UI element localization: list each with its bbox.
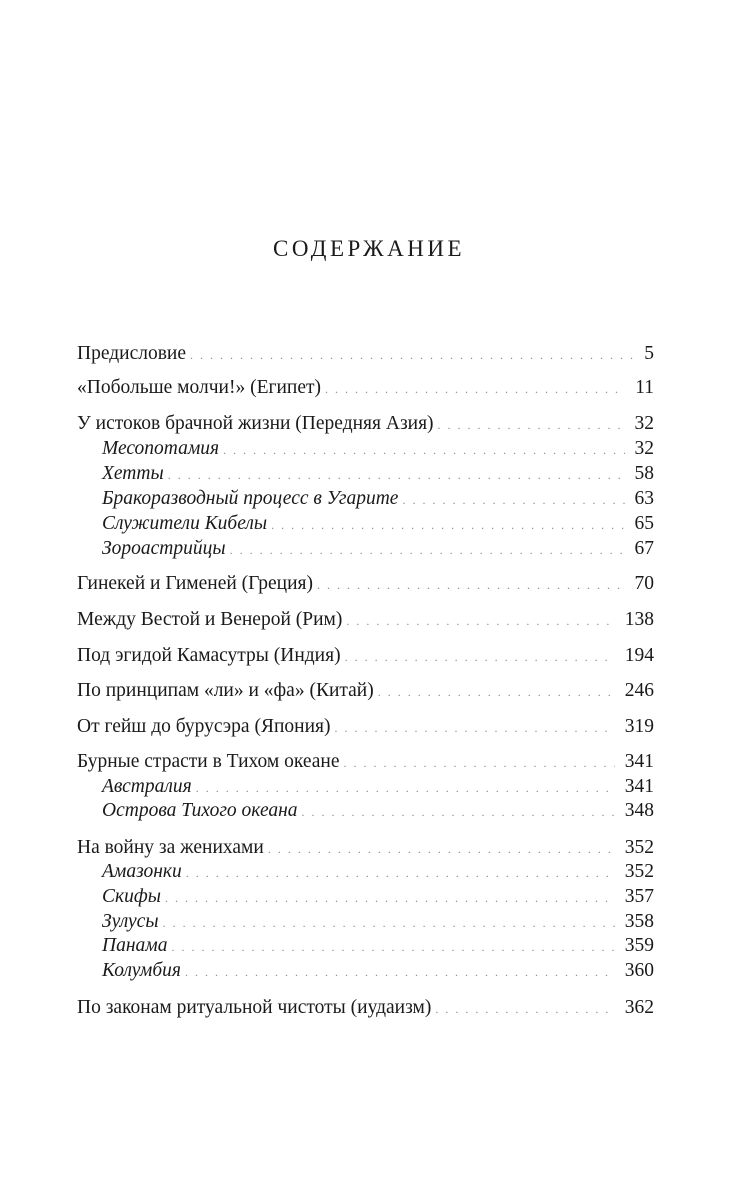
dot-leader — [334, 716, 614, 740]
toc-entry-title: «Побольше молчи!» (Египет) — [77, 377, 322, 398]
toc-entry — [77, 644, 654, 668]
toc-page-number: 194 — [624, 645, 654, 666]
toc-subentry — [102, 934, 654, 958]
dot-leader — [302, 800, 615, 824]
toc-entry-title: Австралия — [102, 776, 192, 797]
toc-entry-title: Гинекей и Гименей (Греция) — [77, 573, 313, 594]
toc-entry-title: Под эгидой Камасутры (Индия) — [77, 645, 341, 666]
toc-subentry — [102, 860, 654, 884]
toc-subentry — [102, 437, 654, 461]
dot-leader — [325, 377, 625, 401]
toc-subentry — [102, 537, 654, 561]
toc-page-number: 5 — [644, 343, 654, 364]
toc-subentry — [102, 512, 654, 536]
toc-entry-title: Колумбия — [102, 960, 181, 981]
toc-page-number: 70 — [634, 573, 654, 594]
dot-leader — [223, 438, 624, 462]
toc-entry-title: По принципам «ли» и «фа» (Китай) — [77, 680, 374, 701]
dot-leader — [171, 935, 614, 959]
toc-subentry — [102, 799, 654, 823]
toc-page-number: 11 — [635, 377, 654, 398]
dot-leader — [186, 861, 615, 885]
dot-leader — [168, 463, 625, 487]
toc-page-number: 362 — [624, 997, 654, 1018]
toc-entry-title: От гейш до бурусэра (Япония) — [77, 716, 331, 737]
toc-page-number: 358 — [624, 911, 654, 932]
toc-page-number: 341 — [624, 776, 654, 797]
toc-page-number: 58 — [634, 463, 654, 484]
toc-entry-title: На войну за женихами — [77, 837, 264, 858]
toc-subentry — [102, 775, 654, 799]
toc-page-number: 341 — [624, 751, 654, 772]
toc-entry — [77, 750, 654, 774]
toc-entry-title: Бурные страсти в Тихом океане — [77, 751, 340, 772]
toc-entry-title: Месопотамия — [102, 438, 220, 459]
dot-leader — [196, 776, 615, 800]
dot-leader — [345, 645, 615, 669]
dot-leader — [230, 538, 625, 562]
toc-entry-title: Служители Кибелы — [102, 513, 268, 534]
toc-entry — [77, 572, 654, 596]
toc-entry-title: Хетты — [102, 463, 164, 484]
toc-page-number: 67 — [634, 538, 654, 559]
toc-subentry — [102, 910, 654, 934]
toc-entry-title: По законам ритуальной чистоты (иудаизм) — [77, 997, 432, 1018]
dot-leader — [346, 609, 614, 633]
toc-entry-title: У истоков брачной жизни (Передняя Азия) — [77, 413, 434, 434]
toc-page-number: 360 — [624, 960, 654, 981]
toc-page-number: 246 — [624, 680, 654, 701]
toc-subentry — [102, 487, 654, 511]
toc-page-number: 352 — [624, 837, 654, 858]
dot-leader — [344, 751, 615, 775]
toc-entry-title: Между Вестой и Венерой (Рим) — [77, 609, 343, 630]
toc-entry — [77, 376, 654, 400]
toc-entry-title: Зороастрийцы — [102, 538, 226, 559]
dot-leader — [271, 513, 624, 537]
dot-leader — [438, 413, 625, 437]
toc-entry — [77, 715, 654, 739]
toc-entry — [77, 996, 654, 1020]
toc-page-number: 357 — [624, 886, 654, 907]
dot-leader — [378, 680, 615, 704]
toc-subentry — [102, 462, 654, 486]
dot-leader — [435, 997, 614, 1021]
toc-page-number: 352 — [624, 861, 654, 882]
toc-entry-title: Зулусы — [102, 911, 159, 932]
toc-entry — [77, 836, 654, 860]
toc-subentry — [102, 959, 654, 983]
toc-entry-title: Острова Тихого океана — [102, 800, 298, 821]
toc-entry-title: Панама — [102, 935, 168, 956]
toc-subentry — [102, 885, 654, 909]
dot-leader — [190, 343, 634, 367]
toc-page-number: 138 — [624, 609, 654, 630]
page-title: СОДЕРЖАНИЕ — [272, 236, 465, 261]
toc-page-number: 63 — [634, 488, 654, 509]
dot-leader — [317, 573, 625, 597]
toc-entry-title: Скифы — [102, 886, 161, 907]
toc-page-number: 319 — [624, 716, 654, 737]
dot-leader — [402, 488, 624, 512]
toc-page-number: 348 — [624, 800, 654, 821]
toc-entry — [77, 679, 654, 703]
toc-entry-title: Предисловие — [77, 343, 187, 364]
toc-page-number: 65 — [634, 513, 654, 534]
toc-entry — [77, 342, 654, 366]
toc-entry-title: Бракоразводный процесс в Угарите — [102, 488, 399, 509]
toc-page-number: 32 — [634, 438, 654, 459]
dot-leader — [185, 960, 615, 984]
dot-leader — [165, 886, 615, 910]
toc-entry — [77, 608, 654, 632]
toc-page-number: 32 — [634, 413, 654, 434]
toc-entry-title: Амазонки — [102, 861, 182, 882]
toc-entry — [77, 412, 654, 436]
dot-leader — [163, 911, 615, 935]
dot-leader — [268, 837, 615, 861]
toc-page-number: 359 — [624, 935, 654, 956]
